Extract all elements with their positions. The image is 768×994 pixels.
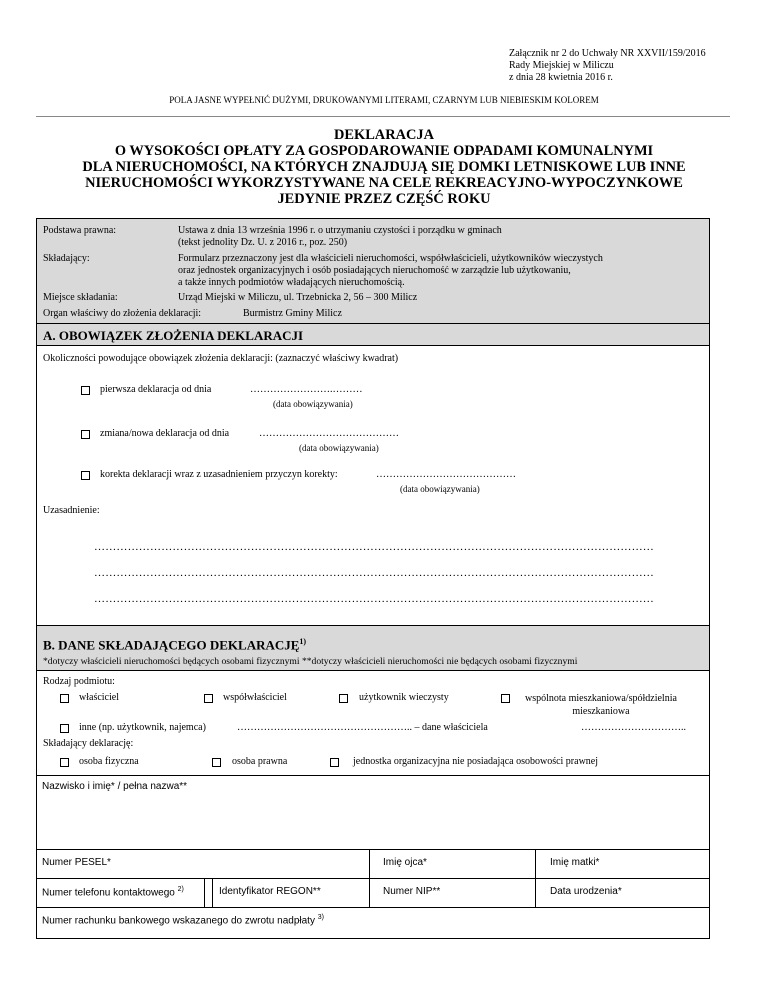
- housing-community-label: [525, 692, 677, 718]
- legal-basis-label: Podstawa prawna:: [43, 225, 117, 236]
- organ-text: Burmistrz Gminy Milicz: [243, 308, 342, 319]
- attachment-line-3: z dnia 28 kwietnia 2016 r.: [509, 72, 613, 83]
- org-unit-checkbox[interactable]: [330, 758, 339, 767]
- nip-field[interactable]: [369, 878, 536, 908]
- birth-date-label: Data urodzenia*: [550, 886, 622, 897]
- section-b-title: B. DANE SKŁADAJĄCEGO DEKLARACJĘ: [43, 637, 300, 653]
- phone-footnote-ref: 2): [177, 886, 184, 893]
- legal-basis-line-1: Ustawa z dnia 13 września 1996 r. o utrzymaniu czystości i porządku w gminach: [178, 225, 502, 236]
- regon-field[interactable]: [212, 878, 370, 908]
- submitter-line-3: a także innych podmiotów władających nieruchomością.: [178, 277, 405, 288]
- submitter-label: Składający:: [43, 253, 90, 264]
- bank-account-label-text: Numer rachunku bankowego wskazanego do zwrotu nadpłaty: [42, 915, 315, 927]
- pesel-field[interactable]: [36, 849, 370, 879]
- perpetual-user-label: użytkownik wieczysty: [359, 692, 449, 703]
- housing-community-line-2: mieszkaniowa: [572, 706, 630, 717]
- section-b-note: *dotyczy właścicieli nieruchomości będących osobami fizycznymi **dotyczy właścicieli nieruchomości nie będących osobami fizycznymi: [43, 656, 578, 667]
- regon-label: Identyfikator REGON**: [219, 886, 321, 897]
- correction-date-field[interactable]: ……………………………………: [376, 469, 516, 480]
- fill-instruction: POLA JASNE WYPEŁNIĆ DUŻYMI, DRUKOWANYMI LITERAMI, CZARNYM LUB NIEBIESKIM KOLOREM: [169, 95, 599, 105]
- first-declaration-date-field[interactable]: …………………….………: [250, 384, 363, 395]
- title-line-1: DEKLARACJA: [334, 127, 434, 143]
- correction-label: korekta deklaracji wraz z uzasadnieniem przyczyn korekty:: [100, 469, 338, 480]
- pesel-label: Numer PESEL*: [42, 857, 111, 868]
- owner-label: właściciel: [79, 692, 119, 703]
- place-text: Urząd Miejski w Miliczu, ul. Trzebnicka 2, 56 – 300 Milicz: [178, 292, 418, 303]
- housing-community-line-1: wspólnota mieszkaniowa/spółdzielnia: [525, 693, 677, 704]
- submitter-line-1: Formularz przeznaczony jest dla właścicieli nieruchomości, współwłaścicieli, użytkowników wieczystych: [178, 253, 603, 264]
- justification-line-2[interactable]: ……………………………………………………………………………………………………………………………………: [94, 567, 654, 579]
- legal-basis-line-2: (tekst jednolity Dz. U. z 2016 r., poz. 250): [178, 237, 348, 248]
- title-line-5: JEDYNIE PRZEZ CZĘŚĆ ROKU: [277, 191, 491, 207]
- housing-community-checkbox[interactable]: [501, 694, 510, 703]
- correction-checkbox[interactable]: [81, 471, 90, 480]
- name-field[interactable]: [36, 775, 710, 850]
- title-line-4: NIERUCHOMOŚCI WYKORZYSTYWANE NA CELE REKREACYJNO-WYPOCZYNKOWE: [85, 175, 683, 191]
- document-title: [0, 127, 768, 207]
- change-declaration-label: zmiana/nowa deklaracja od dnia: [100, 428, 230, 439]
- name-label: Nazwisko i imię* / pełna nazwa**: [42, 781, 188, 792]
- legal-basis-text: [178, 225, 502, 249]
- coowner-label: współwłaściciel: [223, 692, 287, 703]
- phone-field[interactable]: [36, 878, 205, 908]
- first-declaration-label: pierwsza deklaracja od dnia: [100, 384, 212, 395]
- mother-name-label: Imię matki*: [550, 857, 600, 868]
- attachment-line-2: Rady Miejskiej w Miliczu: [509, 60, 614, 71]
- place-label: Miejsce składania:: [43, 292, 118, 303]
- section-a-body: [36, 345, 710, 626]
- filer-label: Składający deklarację:: [43, 738, 134, 749]
- section-a-header: A. OBOWIĄZEK ZŁOŻENIA DEKLARACJI: [36, 323, 710, 346]
- change-declaration-checkbox[interactable]: [81, 430, 90, 439]
- father-name-field[interactable]: [369, 849, 536, 879]
- legal-person-checkbox[interactable]: [212, 758, 221, 767]
- justification-label: Uzasadnienie:: [43, 505, 100, 516]
- attachment-note: [509, 48, 706, 84]
- section-b-footnote-ref: 1): [299, 637, 307, 646]
- other-entity-label: inne (np. użytkownik, najemca): [79, 722, 206, 733]
- birth-date-field[interactable]: [535, 878, 710, 908]
- section-b-header: [43, 637, 306, 653]
- title-line-3: DLA NIERUCHOMOŚCI, NA KTÓRYCH ZNAJDUJĄ SIĘ DOMKI LETNISKOWE LUB INNE: [82, 159, 686, 175]
- coowner-checkbox[interactable]: [204, 694, 213, 703]
- instruction-divider: [36, 116, 730, 117]
- justification-line-1[interactable]: ……………………………………………………………………………………………………………………………………: [94, 541, 654, 553]
- correction-date-hint: (data obowiązywania): [400, 484, 480, 494]
- submitter-line-2: oraz jednostek organizacyjnych i osób posiadających nieruchomość w zarządzie lub użytkowaniu,: [178, 265, 571, 276]
- nip-label: Numer NIP**: [383, 886, 441, 897]
- attachment-line-1: Załącznik nr 2 do Uchwały NR XXVII/159/2016: [509, 48, 706, 59]
- owner-checkbox[interactable]: [60, 694, 69, 703]
- perpetual-user-checkbox[interactable]: [339, 694, 348, 703]
- natural-person-checkbox[interactable]: [60, 758, 69, 767]
- phone-label: [42, 886, 184, 898]
- circumstances-text: Okoliczności powodujące obowiązek złożenia deklaracji: (zaznaczyć właściwy kwadrat): [43, 353, 399, 364]
- natural-person-label: osoba fizyczna: [79, 756, 139, 767]
- change-declaration-date-field[interactable]: ……………………………………: [259, 428, 399, 439]
- bank-footnote-ref: 3): [317, 914, 324, 921]
- submitter-text: [178, 253, 603, 289]
- mother-name-field[interactable]: [535, 849, 710, 879]
- other-entity-checkbox[interactable]: [60, 724, 69, 733]
- bank-account-field[interactable]: [36, 907, 710, 939]
- title-line-2: O WYSOKOŚCI OPŁATY ZA GOSPODAROWANIE ODPADAMI KOMUNALNYMI: [114, 143, 654, 159]
- entity-type-label: Rodzaj podmiotu:: [43, 676, 115, 687]
- first-declaration-checkbox[interactable]: [81, 386, 90, 395]
- org-unit-label: jednostka organizacyjna nie posiadająca osobowości prawnej: [353, 756, 599, 767]
- change-declaration-date-hint: (data obowiązywania): [299, 443, 379, 453]
- info-box: [36, 218, 710, 324]
- entity-type-box: [36, 670, 710, 776]
- justification-line-3[interactable]: ……………………………………………………………………………………………………………………………………: [94, 593, 654, 605]
- bank-account-label: [42, 914, 324, 926]
- organ-label: Organ właściwy do złożenia deklaracji:: [43, 308, 202, 319]
- father-name-label: Imię ojca*: [383, 857, 427, 868]
- legal-person-label: osoba prawna: [232, 756, 288, 767]
- first-declaration-date-hint: (data obowiązywania): [273, 399, 353, 409]
- section-b-header-box: [36, 625, 710, 671]
- other-entity-field[interactable]: …………………………………………….. – dane właściciela: [237, 722, 488, 733]
- phone-label-text: Numer telefonu kontaktowego: [42, 887, 175, 899]
- owner-data-field[interactable]: …………………………..: [581, 722, 686, 733]
